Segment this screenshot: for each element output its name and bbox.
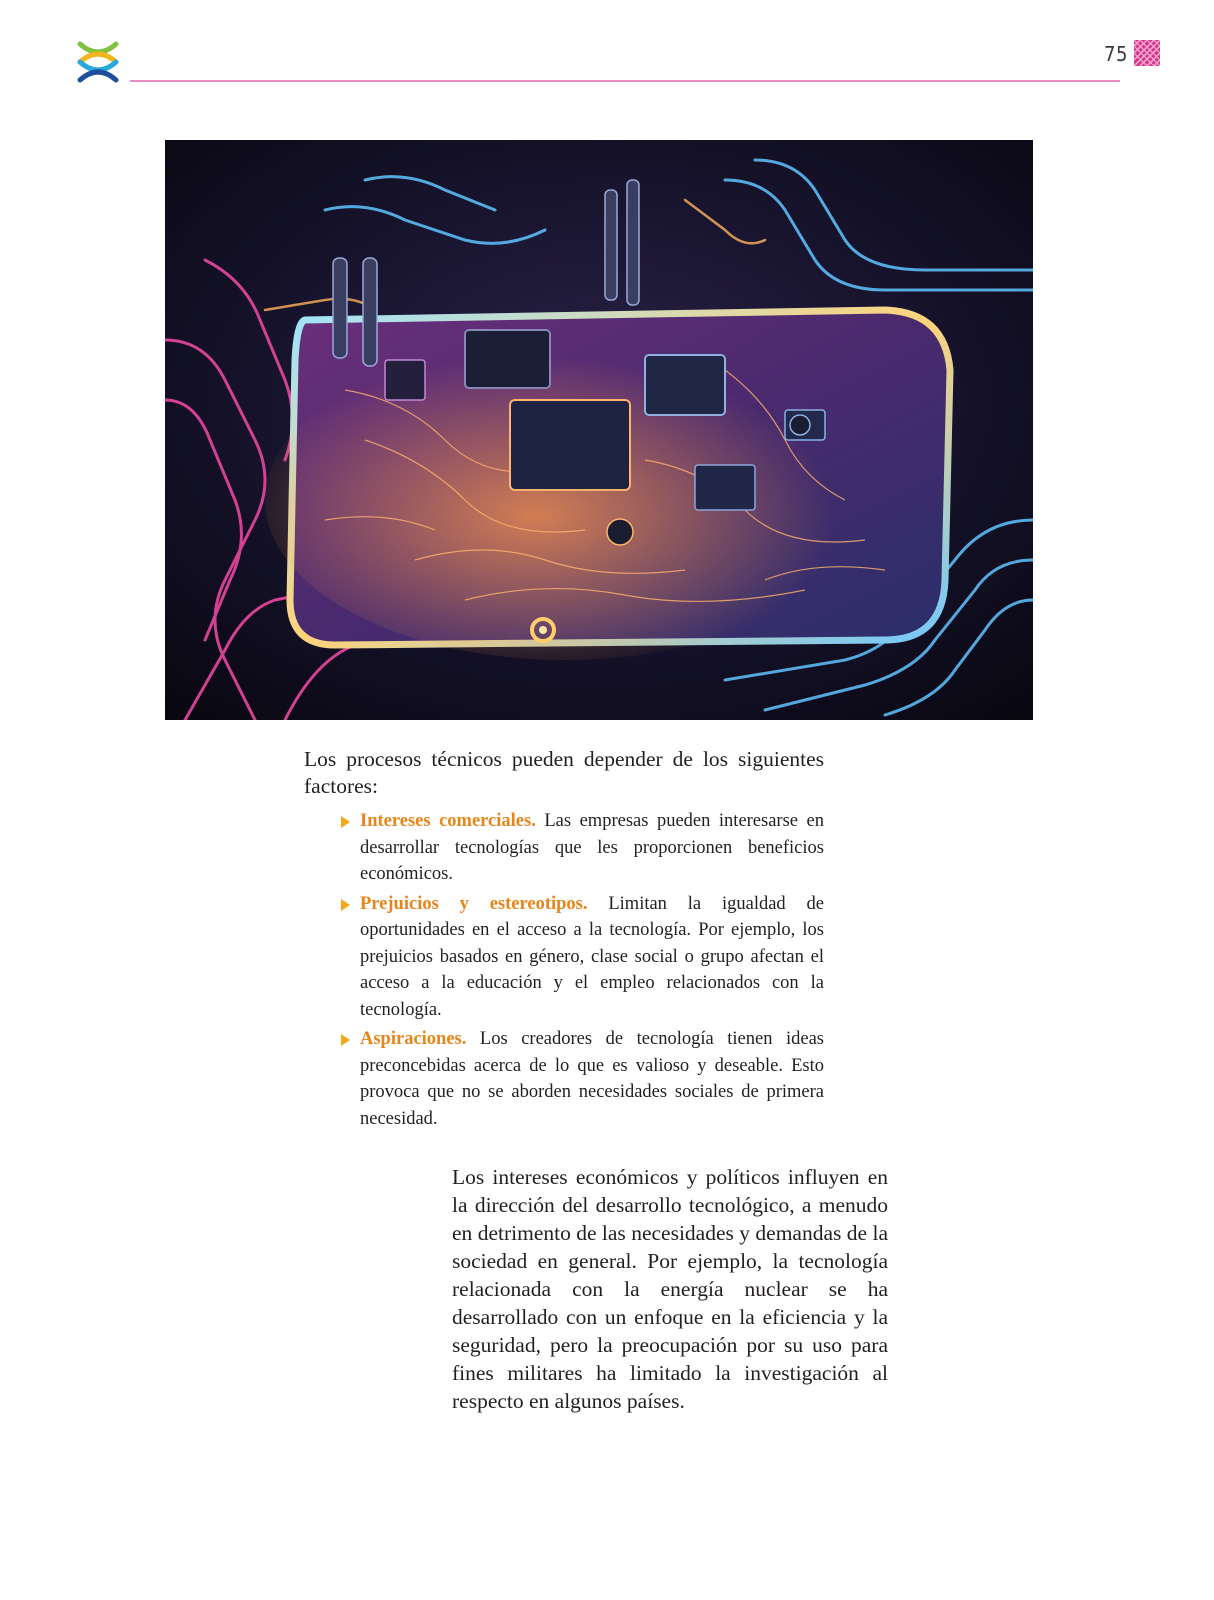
- factor-text: Las empresas pueden interesarse en desarrollar tecnologías que les proporcionen beneficios económicos.: [360, 811, 824, 884]
- interlocking-rings-logo: [74, 38, 122, 86]
- factor-text: Limitan la igualdad de oportunidades en el acceso a la tecnología. Por ejemplo, los prejuicios basados en género, clase social o grupo afectan el acceso a la educación y el empleo relacionados con la tecnología.: [360, 893, 824, 1020]
- factor-term: Prejuicios y estereotipos.: [360, 893, 588, 914]
- factor-term: Intereses comerciales.: [360, 811, 536, 831]
- list-item: [340, 808, 824, 888]
- factor-text: Los creadores de tecnología tienen ideas preconcebidas acerca de lo que es valioso y deseable. Esto provoca que no se aborden necesidades sociales de primera necesidad.: [360, 1029, 824, 1129]
- header-rule: [130, 80, 1120, 82]
- factor-term: Aspiraciones.: [360, 1029, 467, 1049]
- page-number: 75: [1104, 42, 1128, 66]
- triangle-bullet-icon: [341, 899, 350, 911]
- intro-paragraph: Los procesos técnicos pueden depender de los siguientes factores:: [304, 747, 824, 798]
- circuit-board-photo: [165, 140, 1033, 720]
- closing-paragraph: Los intereses económicos y políticos influyen en la dirección del desarrollo tecnológico, a menudo en detrimento de las necesidades y demandas de la sociedad en general. Por ejemplo, la tecnología relacionada con la energía nuclear se ha desarrollado con un enfoque en la eficiencia y la seguridad, pero la preocupación por su uso para fines militares ha limitado la investigación al respecto en algunos países.: [452, 1165, 888, 1413]
- pink-woven-pattern-icon: [1134, 40, 1160, 66]
- factors-list: [340, 808, 824, 1135]
- list-item: [340, 1026, 824, 1132]
- triangle-bullet-icon: [341, 816, 350, 828]
- triangle-bullet-icon: [341, 1034, 350, 1046]
- list-item: [340, 891, 824, 1024]
